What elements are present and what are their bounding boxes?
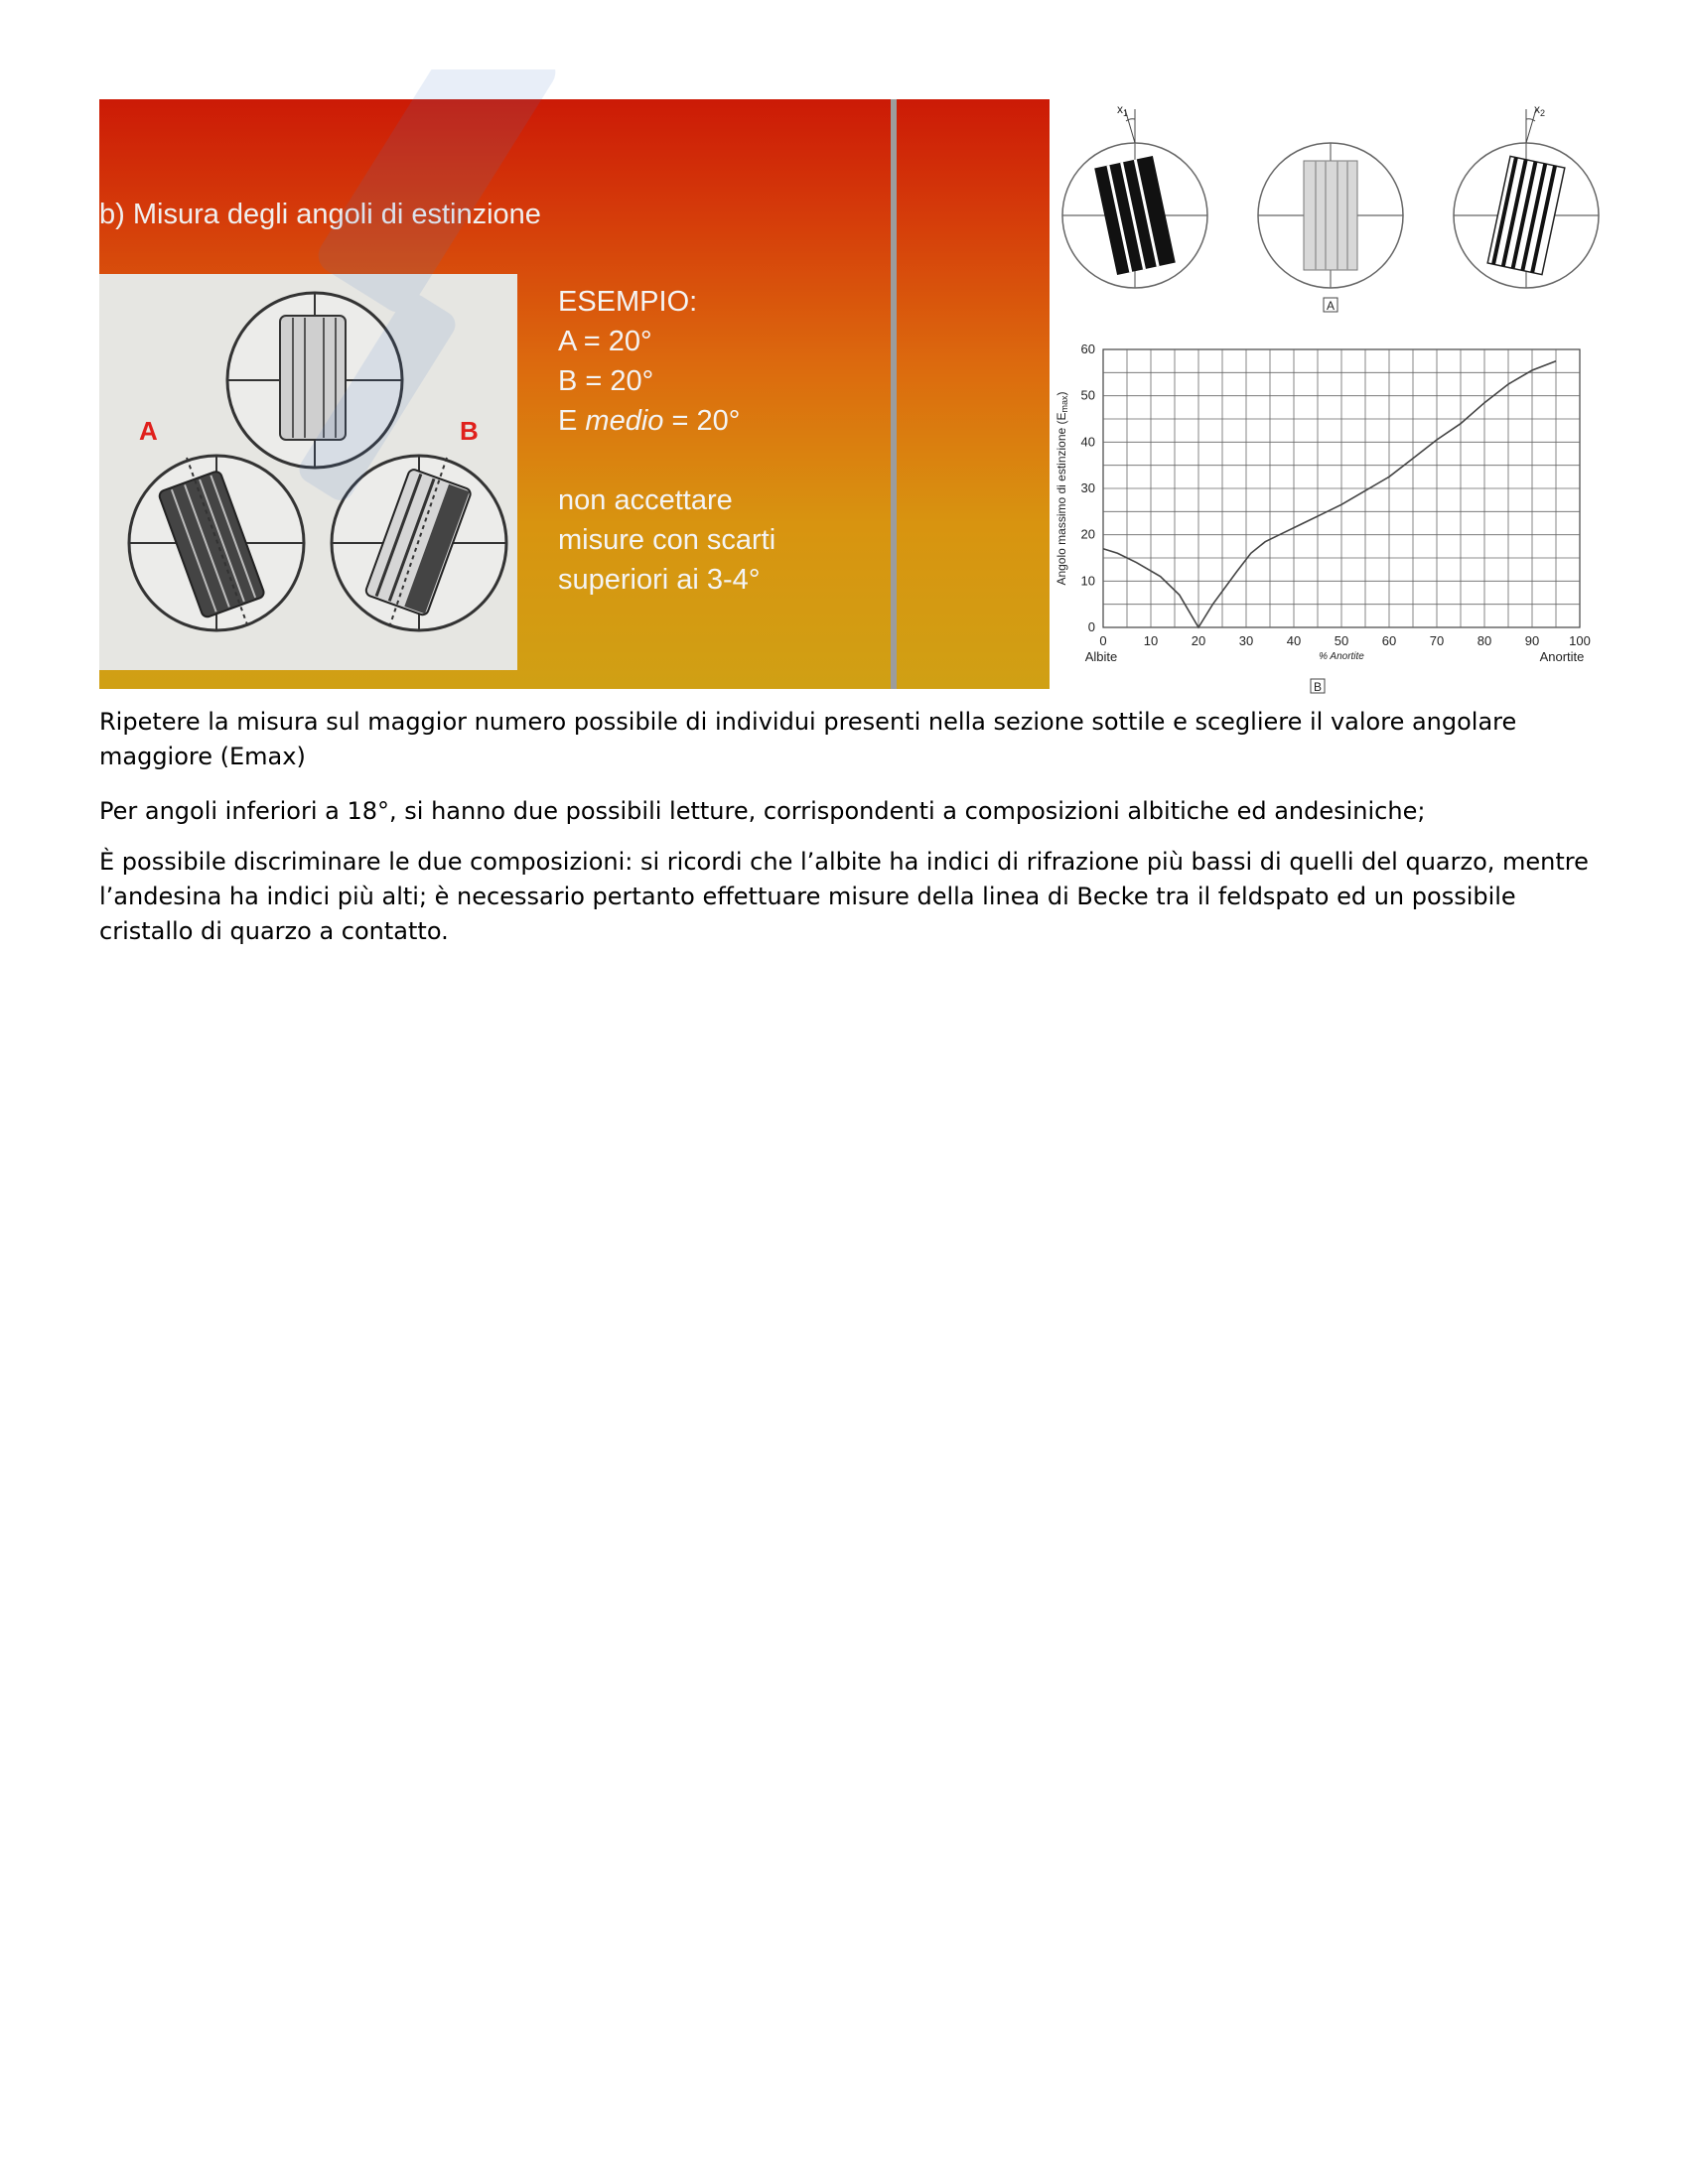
example-a: A = 20°	[558, 326, 652, 357]
example-e	[558, 401, 775, 441]
panel-a-circle-1	[1062, 109, 1207, 288]
chart-y-tick-label: 10	[1080, 573, 1095, 589]
chart-x-tick-label: 100	[1569, 633, 1591, 648]
slide-divider	[891, 99, 897, 689]
note-line-2: misure con scarti	[558, 524, 776, 556]
paragraph-low-angles: Per angoli inferiori a 18°, si hanno due possibili letture, corrispondenti a composizioni albitiche ed andesiniche;	[99, 797, 1426, 825]
chart-x-tick-label: 70	[1429, 633, 1445, 648]
paragraph-repeat-measure: Ripetere la misura sul maggior numero possibile di individui presenti nella sezione sottile e scegliere il valore angolare maggiore (Emax)	[99, 708, 1517, 770]
slide-title: b) Misura degli angoli di estinzione	[99, 199, 541, 230]
chart-x-tick-label: 30	[1238, 633, 1254, 648]
label-x1: $x_1$	[1117, 102, 1129, 118]
example-b: B = 20°	[558, 365, 654, 397]
panel-b-label: B	[1313, 680, 1323, 694]
example-e-italic: medio	[585, 405, 664, 437]
chart-x-tick-label: 20	[1191, 633, 1206, 648]
note-line-1: non accettare	[558, 484, 733, 516]
chart-y-tick-label: 60	[1080, 341, 1095, 356]
top-microscope-circle	[227, 293, 402, 468]
chart-x-tick-label: 80	[1477, 633, 1492, 648]
extinction-photo	[99, 274, 517, 670]
chart-y-tick-label: 0	[1087, 619, 1095, 634]
paragraph-discriminate: È possibile discriminare le due composizioni: si ricordi che l’albite ha indici di rifrazione più bassi di quelli del quarzo, mentre l’andesina ha indici più alti; è necessario pertanto effettuare misure della linea di Becke tra il feldspato ed un possibile cristallo di quarzo a contatto.	[99, 848, 1589, 945]
note-line-3: superiori ai 3-4°	[558, 564, 761, 596]
chart-x-tick-label: 90	[1524, 633, 1540, 648]
chart-x-tick-label: 0	[1099, 633, 1107, 648]
circle-a	[129, 456, 304, 630]
figure-svg	[1055, 99, 1612, 695]
label-b: B	[460, 416, 479, 446]
chart-y-tick-label: 40	[1080, 434, 1095, 450]
chart-y-label: Angolo massimo di estinzione (Emax)	[1055, 391, 1069, 586]
chart-x-left-label: Albite	[1084, 649, 1118, 664]
panel-a-circle-3	[1454, 109, 1599, 288]
chart-x-tick-label: 50	[1334, 633, 1349, 648]
example-e-prefix: E	[558, 405, 586, 437]
chart-y-tick-label: 20	[1080, 526, 1095, 542]
label-x2: $x_2$	[1534, 102, 1546, 118]
chart-x-tick-label: 10	[1143, 633, 1159, 648]
slide-image	[99, 99, 1050, 689]
panel-a-circle-2	[1258, 143, 1403, 288]
chart-y-tick-label: 30	[1080, 480, 1095, 495]
chart-x-right-label: Anortite	[1539, 649, 1585, 664]
circle-b	[332, 456, 506, 630]
chart-x-label: % Anortite	[1319, 651, 1364, 662]
chart-x-tick-label: 40	[1286, 633, 1302, 648]
example-e-suffix: = 20°	[663, 405, 741, 437]
chart-grid	[1103, 349, 1580, 627]
chart-y-tick-label: 50	[1080, 387, 1095, 403]
example-block	[558, 282, 775, 600]
label-a: A	[139, 416, 158, 446]
extinction-diagram	[99, 274, 517, 670]
panel-a-label: A	[1326, 299, 1336, 313]
example-heading: ESEMPIO:	[558, 286, 698, 318]
chart-x-tick-label: 60	[1381, 633, 1397, 648]
extinction-figure	[1055, 99, 1612, 695]
